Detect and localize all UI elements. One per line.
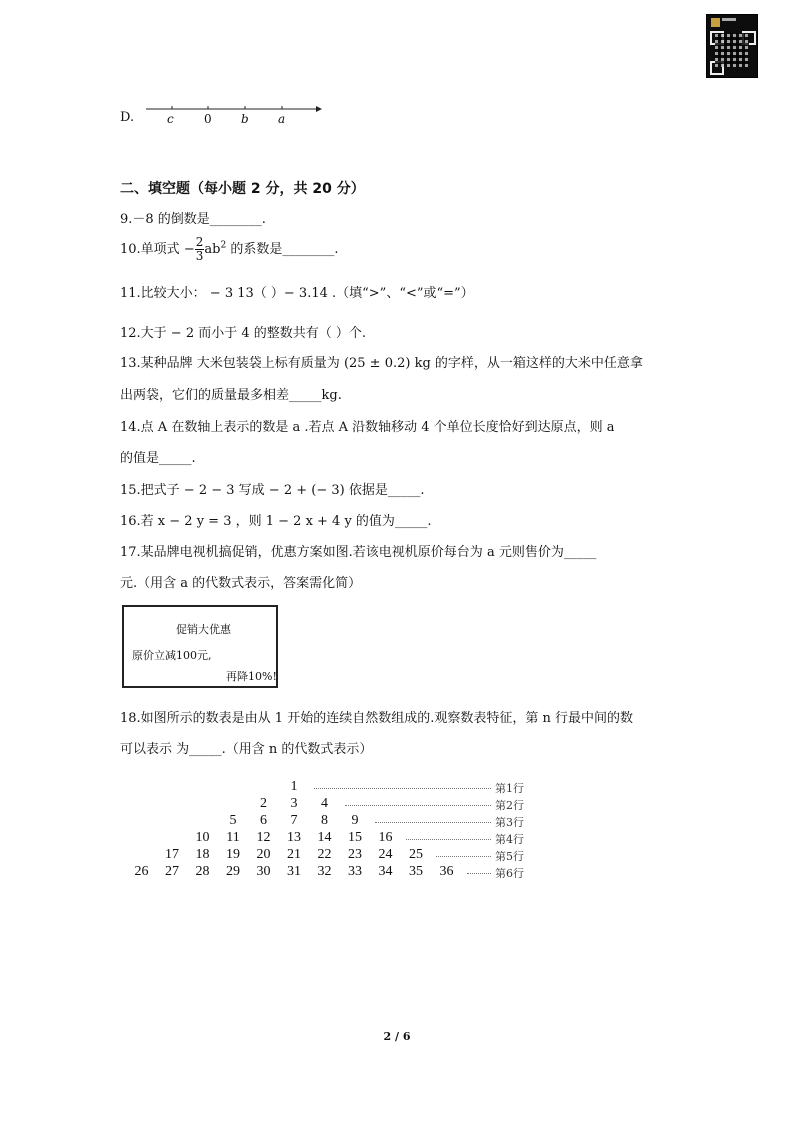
leader-line <box>436 856 491 857</box>
table-cell: 16 <box>378 830 393 845</box>
table-cell: 4 <box>321 796 328 811</box>
table-cell: 30 <box>256 864 271 879</box>
row-label: 第6行 <box>495 867 524 880</box>
table-cell: 29 <box>226 864 240 879</box>
table-cell: 34 <box>378 864 393 879</box>
question-17-line2: 元.（用含 a 的代数式表示，答案需化简） <box>120 576 362 591</box>
table-cell: 22 <box>317 847 332 862</box>
table-cell: 24 <box>378 847 393 862</box>
fraction: $\frac{2}{3}$ <box>195 235 204 263</box>
table-cell: 27 <box>165 864 179 879</box>
table-cell: 25 <box>409 847 423 862</box>
row-label: 第2行 <box>495 799 524 812</box>
promo-line2: 再降10%! <box>226 670 277 683</box>
question-14-line1: 14.点 A 在数轴上表示的数是 a .若点 A 沿数轴移动 4 个单位长度恰好到达原点，则 a <box>120 420 615 435</box>
leader-line <box>375 822 491 823</box>
leader-line <box>467 873 492 874</box>
table-cell: 26 <box>134 864 149 879</box>
leader-line <box>406 839 492 840</box>
table-cell: 13 <box>287 830 301 845</box>
table-cell: 12 <box>256 830 271 845</box>
promo-line1: 原价立减100元, <box>132 649 212 662</box>
promo-title: 促销大优惠 <box>176 623 231 636</box>
table-cell: 28 <box>195 864 210 879</box>
table-cell: 1 <box>290 779 298 794</box>
table-cell: 33 <box>348 864 362 879</box>
table-cell: 3 <box>290 796 298 811</box>
promo-box <box>122 605 278 688</box>
table-cell: 36 <box>439 864 454 879</box>
row-label: 第5行 <box>495 850 524 863</box>
question-15: 15.把式子 − 2 − 3 写成 − 2 + (− 3) 依据是_____. <box>120 483 425 498</box>
table-cell: 6 <box>260 813 267 828</box>
leader-line <box>314 788 491 789</box>
logo-badge <box>711 18 720 27</box>
question-14-line2: 的值是_____. <box>120 451 196 466</box>
tick-label-c: c <box>167 112 174 126</box>
table-cell: 14 <box>317 830 332 845</box>
table-cell: 19 <box>226 847 240 862</box>
row-label: 第1行 <box>495 782 524 795</box>
page-number: 2 / 6 <box>383 1030 411 1043</box>
section-title: 二、填空题（每小题 2 分，共 20 分） <box>120 181 365 197</box>
question-11: 11.比较大小： − 3 13（ ）− 3.14 .（填“>”、“<”或“=”） <box>120 286 474 301</box>
tick-label-b: b <box>241 112 249 126</box>
question-18-line1: 18.如图所示的数表是由从 1 开始的连续自然数组成的.观察数表特征，第 n 行最中间的数 <box>120 711 633 726</box>
table-cell: 18 <box>195 847 210 862</box>
table-cell: 23 <box>348 847 362 862</box>
table-cell: 9 <box>351 813 359 828</box>
qr-code-image <box>706 14 758 78</box>
tick-label-0: 0 <box>204 112 212 126</box>
question-9: 9.－8 的倒数是________. <box>120 212 266 227</box>
question-18-line2: 可以表示 为_____.（用含 n 的代数式表示） <box>120 742 373 757</box>
row-label: 第3行 <box>495 816 524 829</box>
question-13-line1: 13.某种品牌 大米包装袋上标有质量为 (25 ± 0.2) kg 的字样，从一箱这样的大米中任意拿 <box>120 356 643 371</box>
table-cell: 2 <box>260 796 267 811</box>
question-10: 10.单项式 − $\frac{2}{3}$ $ab^2$ 的系数是________. <box>120 235 339 263</box>
table-cell: 10 <box>195 830 210 845</box>
table-cell: 5 <box>229 813 237 828</box>
table-cell: 15 <box>348 830 362 845</box>
table-cell: 11 <box>226 830 240 845</box>
table-cell: 32 <box>317 864 332 879</box>
table-cell: 21 <box>287 847 301 862</box>
question-12: 12.大于 − 2 而小于 4 的整数共有（ ）个. <box>120 326 367 341</box>
table-cell: 7 <box>290 813 298 828</box>
question-17-line1: 17.某品牌电视机搞促销，优惠方案如图.若该电视机原价每台为 a 元则售价为_____ <box>120 545 597 560</box>
leader-line <box>345 805 492 806</box>
tick-label-a: a <box>278 112 286 126</box>
table-cell: 17 <box>165 847 179 862</box>
table-cell: 8 <box>321 813 328 828</box>
table-cell: 20 <box>256 847 271 862</box>
option-d-label: D. <box>120 110 135 125</box>
table-cell: 35 <box>409 864 423 879</box>
table-cell: 31 <box>287 864 301 879</box>
row-label: 第4行 <box>495 833 524 846</box>
question-13-line2: 出两袋，它们的质量最多相差_____kg. <box>120 388 342 403</box>
question-16: 16.若 x − 2 y = 3 ，则 1 − 2 x + 4 y 的值为_____. <box>120 514 432 529</box>
